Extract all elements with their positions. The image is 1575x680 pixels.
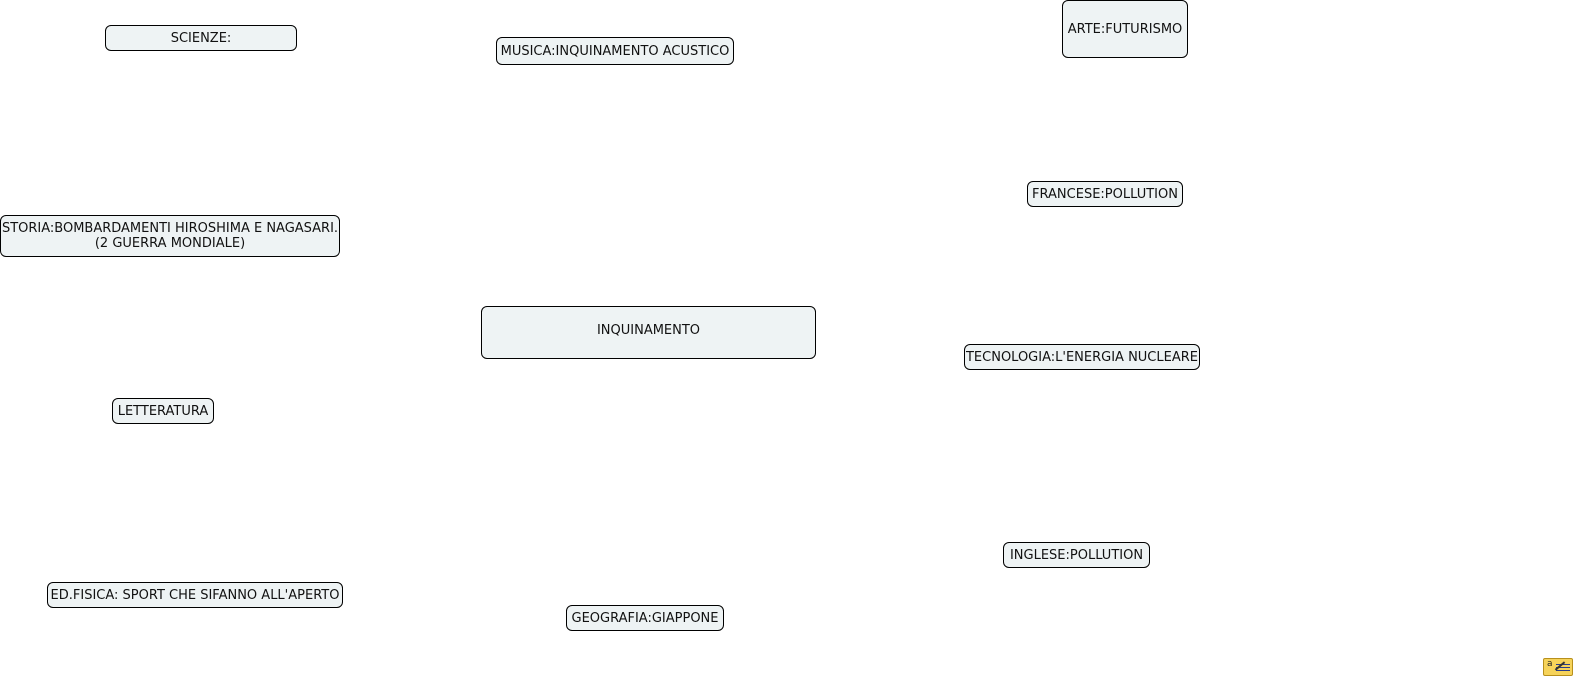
text-edit-icon-glyph: a [1547,659,1553,669]
node-label: INGLESE:POLLUTION [1009,547,1144,563]
node-label-line2: (2 GUERRA MONDIALE) [94,236,246,251]
node-label: GEOGRAFIA:GIAPPONE [571,610,719,626]
node-musica[interactable] [496,37,734,65]
node-central-topic[interactable] [481,306,816,359]
node-scienze[interactable] [105,25,297,51]
node-label: STORIA:BOMBARDAMENTI HIROSHIMA E NAGASARI. [1,221,339,236]
node-label: SCIENZE: [170,30,232,46]
node-label: ED.FISICA: SPORT CHE SIFANNO ALL'APERTO [50,587,340,603]
node-francese[interactable] [1027,181,1183,207]
node-label: TECNOLOGIA:L'ENERGIA NUCLEARE [965,349,1198,365]
node-label: LETTERATURA [117,403,209,419]
node-edfisica[interactable] [47,582,343,608]
central-topic-label: INQUINAMENTO [596,323,701,338]
node-inglese[interactable] [1003,542,1150,568]
node-label: MUSICA:INQUINAMENTO ACUSTICO [500,43,730,59]
node-label-wrap [2,221,338,251]
node-tecnologia[interactable] [964,344,1200,370]
node-geografia[interactable] [566,605,724,631]
node-letteratura[interactable] [112,398,214,424]
node-label: FRANCESE:POLLUTION [1032,186,1178,202]
node-storia[interactable] [0,215,340,257]
node-label: ARTE:FUTURISMO [1067,21,1183,37]
node-arte[interactable] [1062,0,1188,58]
text-edit-icon[interactable] [1543,658,1573,676]
